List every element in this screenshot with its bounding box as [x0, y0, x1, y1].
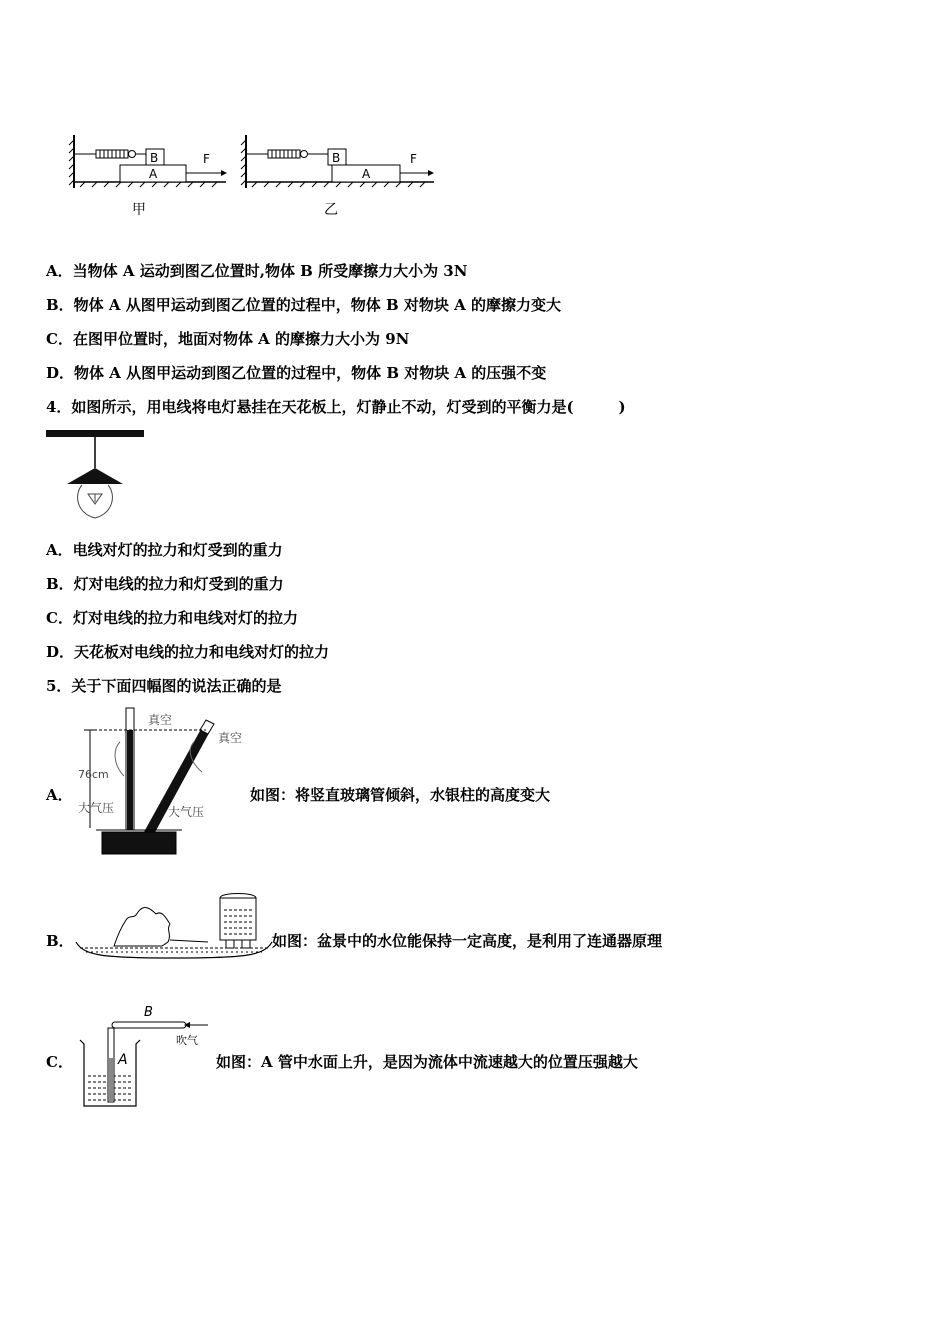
- q4-stem: 4．如图所示，用电线将电灯悬挂在天花板上，灯静止不动，灯受到的平衡力是( ): [46, 398, 626, 416]
- vacuum-label-left: 真空: [148, 713, 173, 727]
- tube-b-label: B: [144, 1005, 153, 1020]
- lamp-figure: [44, 428, 150, 524]
- block-b-label-yi: B: [332, 151, 341, 165]
- q5-b-text: 如图：盆景中的水位能保持一定高度，是利用了连通器原理: [272, 932, 663, 950]
- q3-option-b: B．物体 A 从图甲运动到图乙位置的过程中，物体 B 对物块 A 的摩擦力变大: [46, 296, 561, 314]
- figure-jia: [69, 135, 227, 188]
- bonsai-figure: [74, 890, 274, 966]
- q5-stem: 5．关于下面四幅图的说法正确的是: [46, 677, 282, 695]
- atm-label-right: 大气压: [168, 805, 205, 819]
- beaker-figure: [74, 1000, 214, 1112]
- q4-option-c: C．灯对电线的拉力和电线对灯的拉力: [46, 609, 298, 627]
- friction-figure: [66, 130, 446, 220]
- q5-b-letter: B．: [46, 932, 74, 950]
- q5-a-letter: A．: [46, 786, 73, 804]
- caption-yi: 乙: [324, 202, 338, 218]
- blow-label: 吹气: [176, 1034, 198, 1047]
- block-a-label-jia: A: [149, 167, 158, 181]
- block-b-label-jia: B: [150, 151, 159, 165]
- q3-option-a: A．当物体 A 运动到图乙位置时,物体 B 所受摩擦力大小为 3N: [46, 262, 468, 280]
- caption-jia: 甲: [132, 202, 146, 218]
- q3-option-d: D．物体 A 从图甲运动到图乙位置的过程中，物体 B 对物块 A 的压强不变: [46, 364, 547, 382]
- force-label-yi: F: [410, 152, 417, 166]
- q5-c-letter: C．: [46, 1053, 73, 1071]
- q4-option-a: A．电线对灯的拉力和灯受到的重力: [46, 541, 283, 559]
- q3-option-c: C．在图甲位置时，地面对物体 A 的摩擦力大小为 9N: [46, 330, 410, 348]
- block-a-label-yi: A: [362, 167, 371, 181]
- vacuum-label-right: 真空: [218, 731, 243, 745]
- force-label-jia: F: [203, 152, 210, 166]
- torricelli-figure: [76, 706, 251, 858]
- height-label-76cm: 76cm: [78, 768, 109, 781]
- q5-a-text: 如图：将竖直玻璃管倾斜，水银柱的高度变大: [250, 786, 551, 804]
- q5-c-text: 如图：A 管中水面上升，是因为流体中流速越大的位置压强越大: [216, 1053, 638, 1071]
- figure-yi: [241, 135, 434, 188]
- atm-label-left: 大气压: [78, 801, 115, 815]
- q4-option-b: B．灯对电线的拉力和灯受到的重力: [46, 575, 284, 593]
- tube-a-label: A: [118, 1052, 128, 1068]
- q4-option-d: D．天花板对电线的拉力和电线对灯的拉力: [46, 643, 330, 661]
